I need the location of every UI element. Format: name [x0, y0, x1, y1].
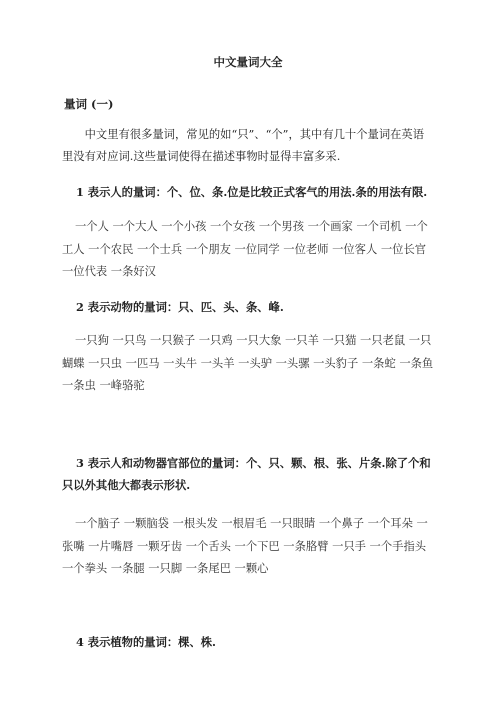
subheading-1-text: 1 表示人的量词：个、位、条.位是比较正式客气的用法.条的用法有限. — [76, 185, 428, 199]
document-title: 中文量词大全 — [213, 55, 283, 69]
example-list-3: 一个脑子 一颗脑袋 一根头发 一根眉毛 一只眼睛 一个鼻子 一个耳朵 一张嘴 一片嘴唇 一颗牙齿 一个舌头 一个下巴 一条胳臂 一只手 一个手指头 一个拳头 一条腿 一只脚 一条尾巴 一颗心 — [62, 517, 428, 575]
subheading-2-text: 2 表示动物的量词：只、匹、头、条、峰. — [76, 300, 284, 314]
example-list-1: 一个人 一个大人 一个小孩 一个女孩 一个男孩 一个画家 一个司机 一个工人 一个农民 一个士兵 一个朋友 一位同学 一位老师 一位客人 一位长官 一位代表 一条好汉 — [62, 220, 428, 278]
subheading-4 — [62, 631, 434, 653]
section-heading: 量词 (一) — [64, 97, 114, 111]
subheading-3 — [62, 452, 434, 496]
subheading-3-text: 3 表示人和动物器官部位的量词：个、只、颗、根、张、片条.除了个和只以外其他大都表示形状. — [62, 456, 431, 492]
example-list-2: 一只狗 一只鸟 一只猴子 一只鸡 一只大象 一只羊 一只猫 一只老鼠 一只蝴蝶 一只虫 一匹马 一头牛 一头羊 一头驴 一头骡 一头豹子 一条蛇 一条鱼 一条虫 一峰骆驼 — [62, 334, 434, 392]
subheading-2 — [62, 296, 434, 318]
subheading-1 — [62, 181, 434, 203]
intro-paragraph: 中文里有很多量词，常见的如“只”、“个”，其中有几十个量词在英语里没有对应词.这些量词使得在描述事物时显得丰富多采. — [62, 128, 425, 163]
subheading-4-text: 4 表示植物的量词：棵、株. — [76, 635, 216, 649]
